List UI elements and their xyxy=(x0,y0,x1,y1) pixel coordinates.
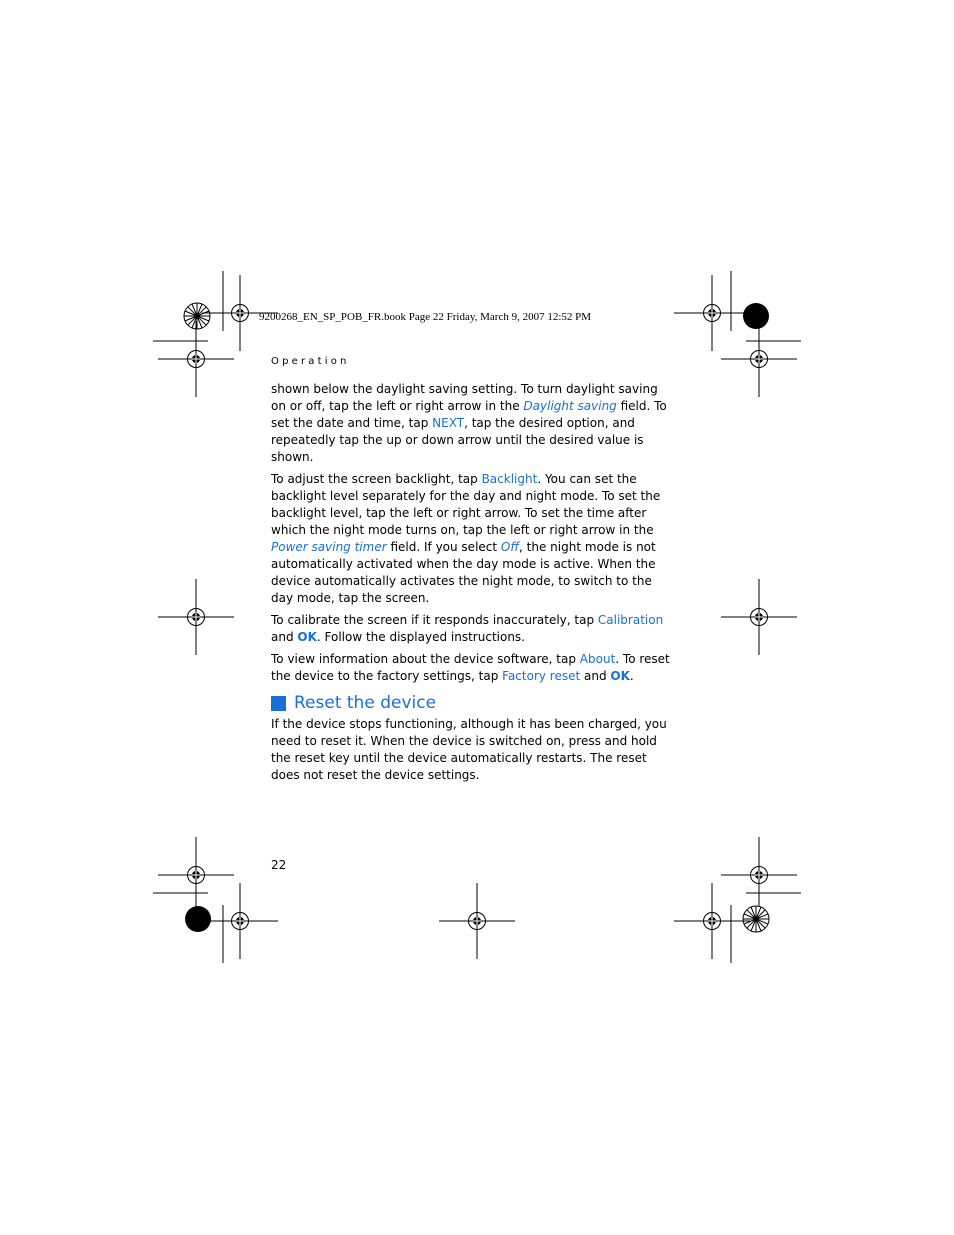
registration-mark-icon xyxy=(158,321,234,397)
off-value: Off xyxy=(500,540,520,554)
registration-mark-icon xyxy=(721,579,797,655)
text: field. If you select xyxy=(386,540,501,554)
color-bar-solid-icon xyxy=(743,303,769,329)
power-saving-timer-field: Power saving timer xyxy=(271,540,387,554)
text: . You can set the backlight level separately for the day and night mode. To set the backlight level, tap the left or right arrow. To set the time after which the night mode turns on, tap the left or right arrow in the xyxy=(271,472,661,537)
registration-mark-icon xyxy=(439,883,515,959)
registration-mark-icon xyxy=(721,837,797,913)
about-option: About xyxy=(579,652,616,666)
text: . xyxy=(629,669,634,683)
paragraph-calibration xyxy=(271,612,671,646)
color-bar-star-icon xyxy=(184,303,210,329)
text: To adjust the screen backlight, tap xyxy=(271,472,482,486)
text: and xyxy=(271,630,298,644)
page-number: 22 xyxy=(271,858,287,872)
color-bar-solid-icon xyxy=(185,906,211,932)
calibration-option: Calibration xyxy=(597,613,664,627)
daylight-saving-field: Daylight saving xyxy=(523,399,617,413)
page-body xyxy=(271,381,671,789)
text: shown below the daylight saving setting. To turn daylight saving on or off, tap the left or right arrow in the xyxy=(271,382,658,413)
color-bar-star-icon xyxy=(743,906,769,932)
backlight-option: Backlight xyxy=(481,472,538,486)
section-label: Operation xyxy=(271,356,350,367)
text: . Follow the displayed instructions. xyxy=(316,630,525,644)
registration-mark-icon xyxy=(721,321,797,397)
paragraph-reset: If the device stops functioning, although it has been charged, you need to reset it. When the device is switched on, press and hold the reset key until the device automatically restarts. The reset does not reset the device settings. xyxy=(271,717,667,782)
paragraph-daylight xyxy=(271,381,671,466)
text: and xyxy=(580,669,611,683)
next-option: NEXT xyxy=(432,416,465,430)
print-header: 9200268_EN_SP_POB_FR.book Page 22 Friday, March 9, 2007 12:52 PM xyxy=(259,311,592,323)
text: field. To set the date and time, tap xyxy=(271,399,667,430)
text: To calibrate the screen if it responds inaccurately, tap xyxy=(271,613,598,627)
ok-option: OK xyxy=(610,669,630,683)
text: . To reset the device to the factory settings, tap xyxy=(271,652,670,683)
heading-bullet-icon xyxy=(271,696,286,711)
registration-mark-icon xyxy=(674,275,750,351)
text: , tap the desired option, and repeatedly tap the up or down arrow until the desired value is shown. xyxy=(271,416,644,464)
section-heading xyxy=(271,695,671,712)
text: To view information about the device software, tap xyxy=(271,652,580,666)
heading-text: Reset the device xyxy=(294,693,437,713)
registration-mark-icon xyxy=(158,837,234,913)
factory-reset-option: Factory reset xyxy=(502,669,581,683)
registration-mark-icon xyxy=(202,883,278,959)
paragraph-about xyxy=(271,651,671,685)
registration-mark-icon xyxy=(674,883,750,959)
ok-option: OK xyxy=(297,630,317,644)
paragraph-backlight xyxy=(271,471,671,607)
registration-mark-icon xyxy=(158,579,234,655)
text: , the night mode is not automatically activated when the day mode is active. When the device automatically activates the night mode, to switch to the day mode, tap the screen. xyxy=(271,540,656,605)
